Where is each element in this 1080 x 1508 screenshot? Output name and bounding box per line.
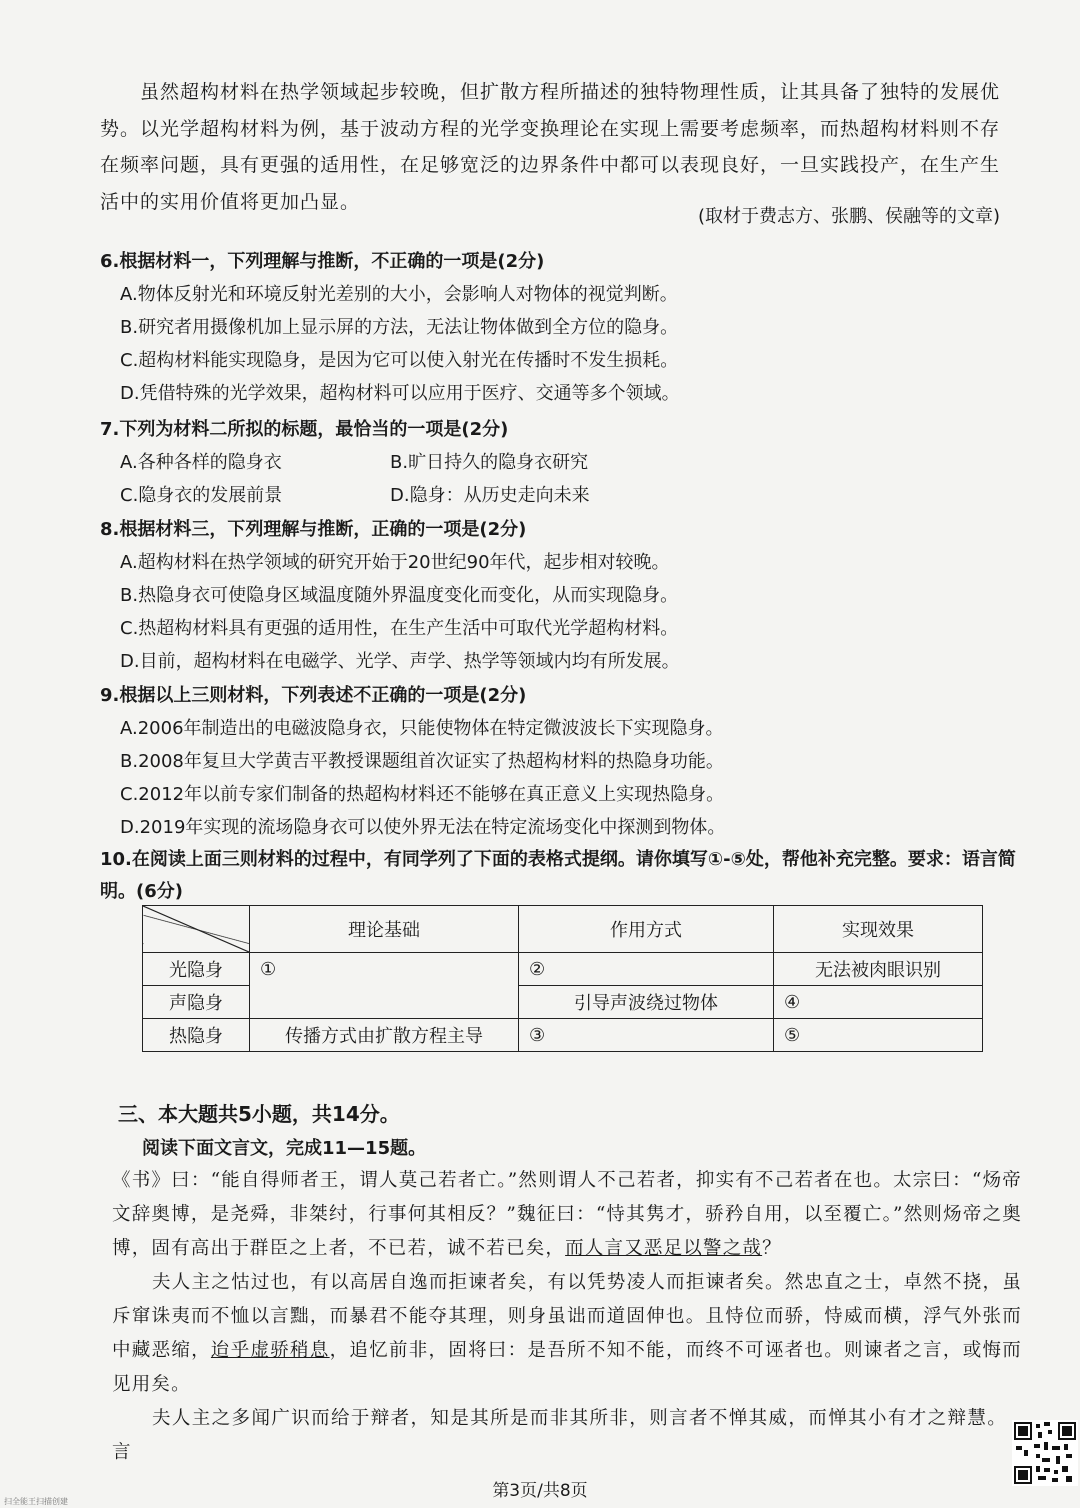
option-b: B.研究者用摄像机加上显示屏的方法，无法让物体做到全方位的隐身。 <box>120 317 679 338</box>
question-stem: 7.下列为材料二所拟的标题，最恰当的一项是(2分) <box>100 419 509 440</box>
question-8 <box>100 514 1020 678</box>
classical-paragraph-1 <box>112 1164 1022 1266</box>
option-c: C.2012年以前专家们制备的热超构材料还不能够在真正意义上实现热隐身。 <box>120 784 725 805</box>
blank-3[interactable]: ③ <box>519 1019 774 1052</box>
text-run: 夫人主之怙过也，有以高居自逸而拒谏者矣，有以凭势凌人而拒谏者矣。然忠直之士，卓然不挠，虽斥窜诛夷而不恤以言黜，而暴君不能夺其理，则身虽诎而道固伸也。且恃位而骄，恃威而横，浮气外张而中藏恶缩， <box>112 1272 1022 1361</box>
option-d: D.目前，超构材料在电磁学、光学、声学、热学等领域内均有所发展。 <box>120 651 680 672</box>
scanner-watermark: 扫全能王扫描创建 <box>4 1497 68 1506</box>
text-run: ，追忆前非，固将曰：是吾所不知不能，而终不可诬者也。则谏者之言，或悔而见用矣。 <box>112 1340 1022 1395</box>
option-d: D.凭借特殊的光学效果，超构材料可以应用于医疗、交通等多个领域。 <box>120 383 680 404</box>
blank-5[interactable]: ⑤ <box>774 1019 983 1052</box>
table-row <box>143 1019 983 1052</box>
option-b: B.2008年复旦大学黄吉平教授课题组首次证实了热超构材料的热隐身功能。 <box>120 751 724 772</box>
blank-4[interactable]: ④ <box>774 986 983 1019</box>
table-row <box>143 953 983 986</box>
section-instruction: 阅读下面文言文，完成11—15题。 <box>142 1138 427 1159</box>
question-9 <box>100 680 1020 844</box>
option-a: A.超构材料在热学领域的研究开始于20世纪90年代，起步相对较晚。 <box>120 552 670 573</box>
text-run: ？ <box>762 1238 782 1259</box>
page-number: 第3页/共8页 <box>492 1481 588 1501</box>
question-stem: 10.在阅读上面三则材料的过程中，有同学列了下面的表格式提纲。请你填写①-⑤处，帮他补充完整。要求：语言简明。(6分) <box>100 849 1016 902</box>
underlined-sentence: 而人言又恶足以警之哉 <box>565 1238 763 1259</box>
diagonal-line <box>143 906 249 952</box>
header-effect: 实现效果 <box>774 906 983 953</box>
section-title: 三、本大题共5小题，共14分。 <box>118 1102 400 1126</box>
header-theory: 理论基础 <box>250 906 519 953</box>
question-stem: 6.根据材料一，下列理解与推断，不正确的一项是(2分) <box>100 251 545 272</box>
option-c: C.隐身衣的发展前景 <box>120 485 283 506</box>
option-c: C.超构材料能实现隐身，是因为它可以使入射光在传播时不发生损耗。 <box>120 350 679 371</box>
option-b: B.热隐身衣可使隐身区域温度随外界温度变化而变化，从而实现隐身。 <box>120 585 679 606</box>
question-stem: 8.根据材料三，下列理解与推断，正确的一项是(2分) <box>100 519 527 540</box>
blank-1[interactable]: ① <box>250 953 519 1019</box>
blank-2[interactable]: ② <box>519 953 774 986</box>
header-method: 作用方式 <box>519 906 774 953</box>
question-7 <box>100 414 1020 512</box>
text-run: 《书》曰：“能自得师者王，谓人莫己若者亡。”然则谓人不己若者，抑实有不己若者在也。太宗曰：“炀帝文辞奥博，是尧舜，非桀纣，行事何其相反？”魏征曰：“恃其隽才，骄矜自用，以至覆亡。”然则炀帝之奥博，固有高出于群臣之上者，不已若，诚不若已矣， <box>112 1170 1022 1259</box>
classical-paragraph-3: 夫人主之多闻广识而给于辩者，知是其所是而非其所非，则言者不惮其威，而惮其小有才之辩慧。言 <box>112 1408 1007 1463</box>
theory-cell: 传播方式由扩散方程主导 <box>250 1019 519 1052</box>
row-label: 光隐身 <box>143 953 250 986</box>
diagonal-corner-cell <box>143 906 250 953</box>
material-paragraph: 虽然超构材料在热学领域起步较晚，但扩散方程所描述的独特物理性质，让其具备了独特的发展优势。以光学超构材料为例，基于波动方程的光学变换理论在实现上需要考虑频率，而热超构材料则不存在频率问题，具有更强的适用性，在足够宽泛的边界条件中都可以表现良好，一旦实践投产，在生产生活中的实用价值将更加凸显。 <box>100 81 1001 213</box>
option-d: D.隐身：从历史走向未来 <box>390 485 590 506</box>
question-6 <box>100 246 1020 410</box>
option-a: A.2006年制造出的电磁波隐身衣，只能使物体在特定微波波长下实现隐身。 <box>120 718 724 739</box>
question-10 <box>100 844 1030 908</box>
source-citation: (取材于费志方、张鹏、侯融等的文章) <box>697 206 1000 227</box>
option-c: C.热超构材料具有更强的适用性，在生产生活中可取代光学超构材料。 <box>120 618 679 639</box>
effect-cell: 无法被肉眼识别 <box>774 953 983 986</box>
table-header-row <box>143 906 983 953</box>
option-d: D.2019年实现的流场隐身衣可以使外界无法在特定流场变化中探测到物体。 <box>120 817 726 838</box>
option-a: A.各种各样的隐身衣 <box>120 452 282 473</box>
method-cell: 引导声波绕过物体 <box>519 986 774 1019</box>
question-stem: 9.根据以上三则材料，下列表述不正确的一项是(2分) <box>100 685 527 706</box>
option-b: B.旷日持久的隐身衣研究 <box>390 452 589 473</box>
option-a: A.物体反射光和环境反射光差别的大小，会影响人对物体的视觉判断。 <box>120 284 678 305</box>
row-label: 热隐身 <box>143 1019 250 1052</box>
outline-table <box>142 905 983 1052</box>
row-label: 声隐身 <box>143 986 250 1019</box>
underlined-phrase: 迨乎虚骄稍息 <box>210 1340 330 1361</box>
classical-paragraph-2 <box>112 1266 1022 1402</box>
